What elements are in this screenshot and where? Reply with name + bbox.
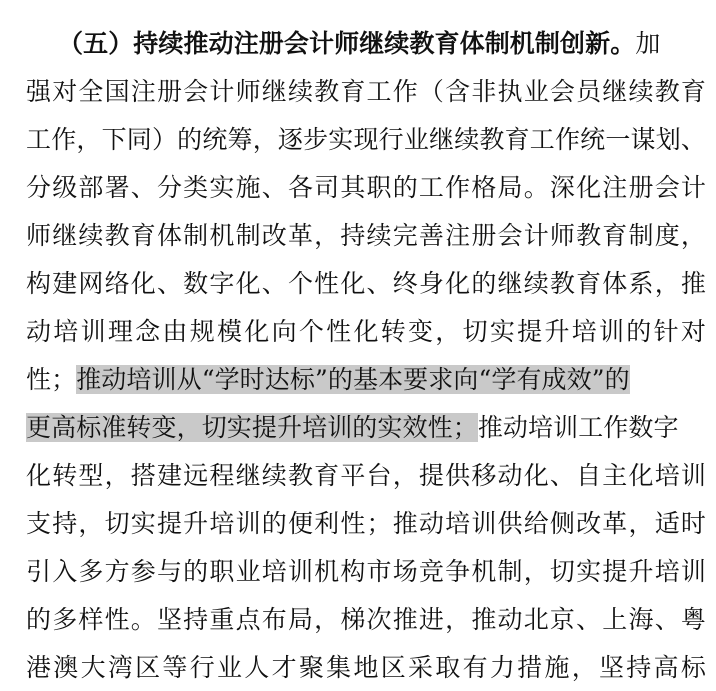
paragraph-line-8 <box>26 356 706 404</box>
paragraph-line-11: 支持，切实提升培训的便利性；推动培训供给侧改革，适时 <box>26 509 706 538</box>
paragraph-line-12: 引入多方参与的职业培训机构市场竞争机制，切实提升培训 <box>26 557 706 586</box>
paragraph-line-10: 化转型，搭建远程继续教育平台，提供移动化、自主化培训 <box>26 461 706 490</box>
highlighted-text-1: 推动培训从“学时达标”的基本要求向“学有成效”的 <box>76 365 630 394</box>
paragraph-line-4: 分级部署、分类实施、各司其职的工作格局。深化注册会计 <box>26 173 706 202</box>
paragraph-line-2: 强对全国注册会计师继续教育工作（含非执业会员继续教育 <box>26 77 706 106</box>
paragraph-line-7: 动培训理念由规模化向个性化转变，切实提升培训的针对 <box>26 317 706 346</box>
line-8-prefix: 性； <box>26 365 77 394</box>
section-heading: （五）持续推动注册会计师继续教育体制机制创新。 <box>58 29 636 58</box>
paragraph-line-9 <box>26 404 706 452</box>
highlighted-text-2: 更高标准转变，切实提升培训的实效性； <box>26 413 478 442</box>
paragraph-line-3: 工作，下同）的统筹，逐步实现行业继续教育工作统一谋划、 <box>26 125 706 154</box>
paragraph-line-1 <box>58 20 690 68</box>
paragraph-line-13: 的多样性。坚持重点布局，梯次推进，推动北京、上海、粤 <box>26 605 706 634</box>
paragraph-line-5: 师继续教育体制机制改革，持续完善注册会计师教育制度， <box>26 221 706 250</box>
paragraph-line-6: 构建网络化、数字化、个性化、终身化的继续教育体系，推 <box>26 269 706 298</box>
paragraph-line-14: 港澳大湾区等行业人才聚集地区采取有力措施，坚持高标 <box>26 653 706 682</box>
line-9-suffix: 推动培训工作数字 <box>477 413 679 442</box>
line-1-tail: 加 <box>635 29 661 58</box>
